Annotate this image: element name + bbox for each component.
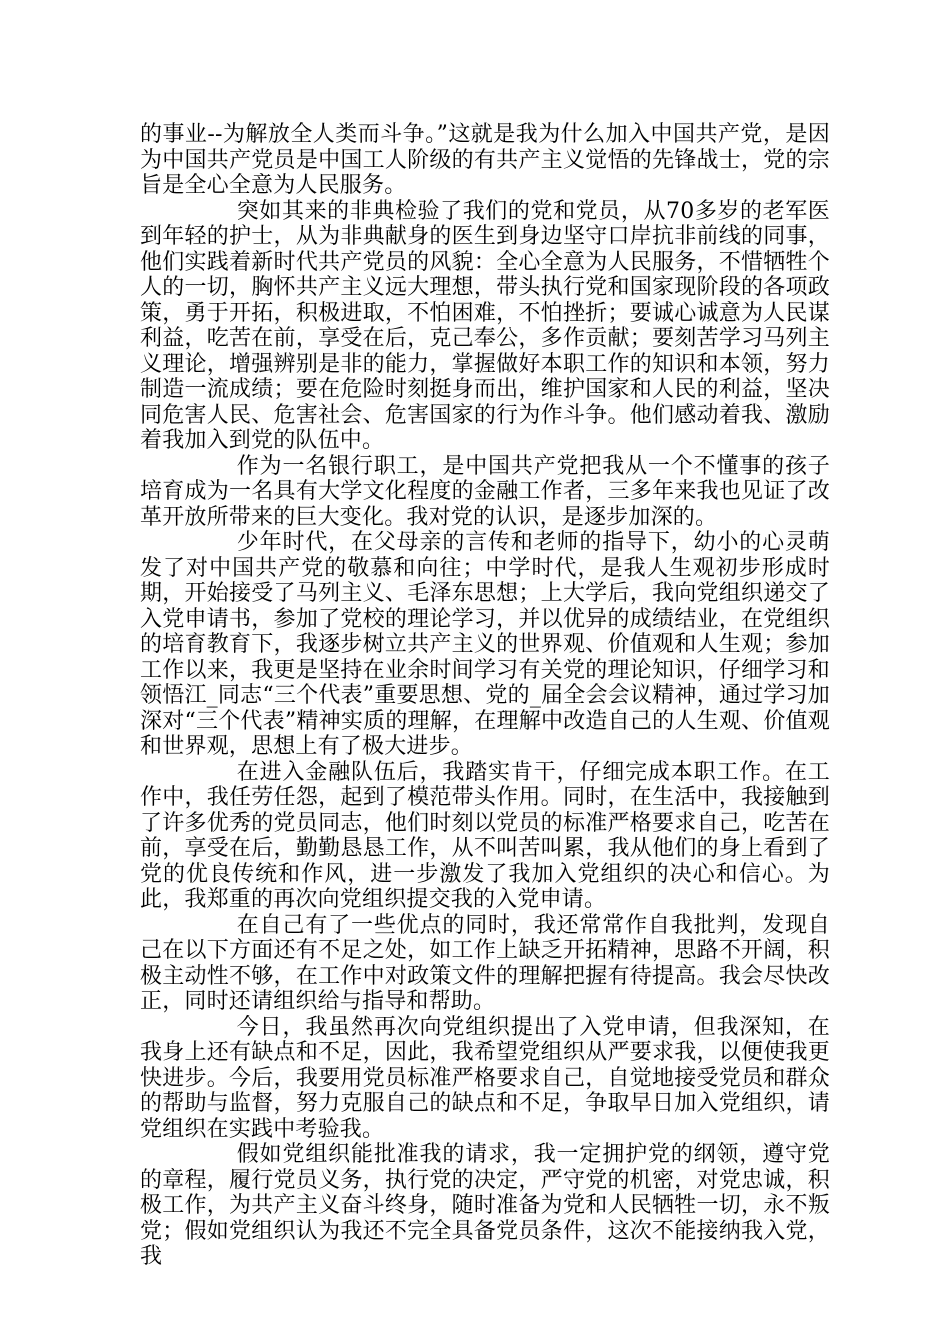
paragraph-continuation: 的事业--为解放全人类而斗争。”这就是我为什么加入中国共产党，是因为中国共产党员是中国工人阶级的有共产主义觉悟的先锋战士，党的宗旨是全心全意为人民服务。 <box>140 122 830 198</box>
paragraph-bank-employee: 作为一名银行职工，是中国共产党把我从一个不懂事的孩子培育成为一名具有大学文化程度的金融工作者，三多年来我也见证了改革开放所带来的巨大变化。我对党的认识，是逐步加深的。 <box>140 453 830 530</box>
paragraph-pledge: 假如党组织能批准我的请求，我一定拥护党的纲领，遵守党的章程，履行党员义务，执行党的决定，严守党的机密，对党忠诚，积极工作，为共产主义奋斗终身，随时准备为党和人民牺牲一切，永不叛党；假如党组织认为我还不完全具备党员条件，这次不能接纳我入党，我 <box>140 1142 830 1269</box>
paragraph-today: 今日，我虽然再次向党组织提出了入党申请，但我深知，在我身上还有缺点和不足，因此，我希望党组织从严要求我，以便使我更快进步。今后，我要用党员标准严格要求自己，自觉地接受党员和群众的帮助与监督，努力克服自己的缺点和不足，争取早日加入党组织，请党组织在实践中考验我。 <box>140 1014 830 1142</box>
paragraph-finance-work: 在进入金融队伍后，我踏实肯干，仔细完成本职工作。在工作中，我任劳任怨，起到了模范带头作用。同时，在生活中，我接触到了许多优秀的党员同志，他们时刻以党员的标准严格要求自己，吃苦在前，享受在后，勤勤恳恳工作，从不叫苦叫累，我从他们的身上看到了党的优良传统和作风，进一步激发了我加入党组织的决心和信心。为此，我郑重的再次向党组织提交我的入党申请。 <box>140 759 830 912</box>
document-body <box>140 122 830 1270</box>
paragraph-youth: 少年时代，在父母亲的言传和老师的指导下，幼小的心灵萌发了对中国共产党的敬慕和向往；中学时代，是我人生观初步形成时期，开始接受了马列主义、毛泽东思想；上大学后，我向党组织递交了入党申请书，参加了党校的理论学习，并以优异的成绩结业，在党组织的培育教育下，我逐步树立共产主义的世界观、价值观和人生观；参加工作以来，我更是坚持在业余时间学习有关党的理论知识，仔细学习和领悟江_同志“三个代表”重要思想、党的_届全会会议精神，通过学习加深对“三个代表”精神实质的理解，在理解中改造自己的人生观、价值观和世界观，思想上有了极大进步。 <box>140 530 830 759</box>
paragraph-self-criticism: 在自己有了一些优点的同时，我还常常作自我批判，发现自己在以下方面还有不足之处，如工作上缺乏开拓精神，思路不开阔，积极主动性不够，在工作中对政策文件的理解把握有待提高。我会尽快改正，同时还请组织给与指导和帮助。 <box>140 912 830 1014</box>
paragraph-sars: 突如其来的非典检验了我们的党和党员，从70多岁的老军医到年轻的护士，从为非典献身的医生到身边坚守口岸抗非前线的同事，他们实践着新时代共产党员的风貌：全心全意为人民服务，不惜牺牲个人的一切，胸怀共产主义远大理想，带头执行党和国家现阶段的各项政策，勇于开拓，积极进取，不怕困难，不怕挫折；要诚心诚意为人民谋利益，吃苦在前，享受在后，克己奉公，多作贡献；要刻苦学习马列主义理论，增强辨别是非的能力，掌握做好本职工作的知识和本领，努力制造一流成绩；要在危险时刻挺身而出，维护国家和人民的利益，坚决同危害人民、危害社会、危害国家的行为作斗争。他们感动着我、激励着我加入到党的队伍中。 <box>140 198 830 453</box>
